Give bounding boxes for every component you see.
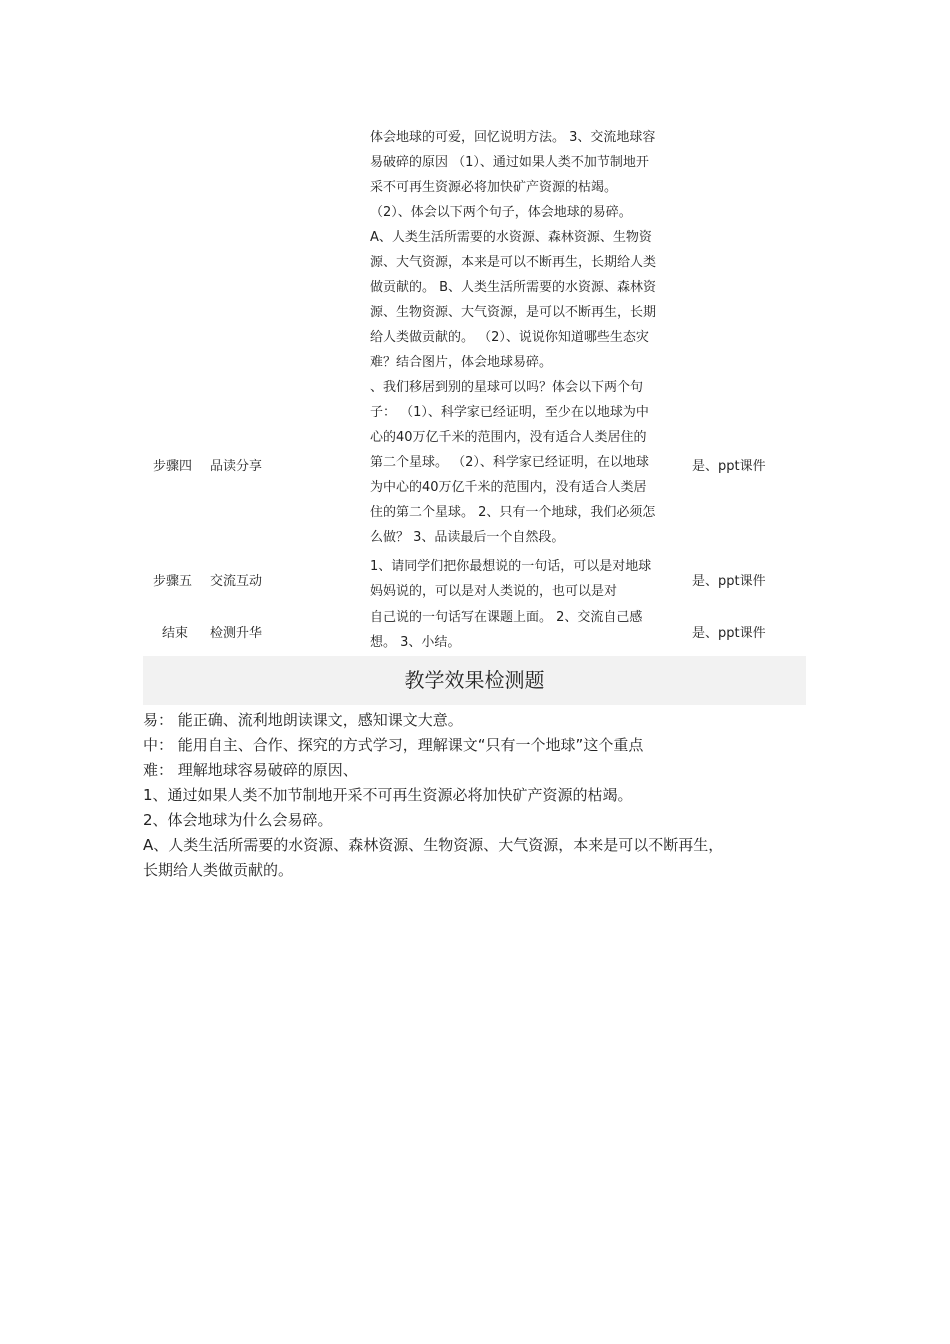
step4-line: 源、生物资源、大气资源，是可以不断再生，长期 bbox=[370, 305, 657, 320]
body-line: 易： 能正确、流利地朗读课文，感知课文大意。 bbox=[143, 711, 463, 729]
step4-content bbox=[370, 125, 690, 550]
step4-line: 难？结合图片，体会地球易碎。 bbox=[370, 355, 553, 370]
section-title: 教学效果检测题 bbox=[143, 656, 806, 705]
step4-line: 给人类做贡献的。 （2）、说说你知道哪些生态灾 bbox=[370, 330, 649, 345]
step4-line: （2）、体会以下两个句子，体会地球的易碎。 bbox=[370, 205, 632, 220]
body-line: 难： 理解地球容易破碎的原因、 bbox=[143, 761, 358, 779]
step4-line: 体会地球的可爱，回忆说明方法。 3、交流地球容 bbox=[370, 130, 656, 145]
step5-name: 交流互动 bbox=[210, 574, 263, 589]
step5-line: 1、请同学们把你最想说的一句话，可以是对地球 bbox=[370, 559, 652, 574]
body-line: 长期给人类做贡献的。 bbox=[143, 861, 294, 879]
end-media: 是、ppt课件 bbox=[692, 626, 766, 641]
end-step: 结束 bbox=[162, 626, 189, 641]
step5-line: 妈妈说的，可以是对人类说的，也可以是对 bbox=[370, 584, 618, 599]
end-name: 检测升华 bbox=[210, 626, 263, 641]
step4-line: 么做？ 3、品读最后一个自然段。 bbox=[370, 530, 565, 545]
body-line: A、人类生活所需要的水资源、森林资源、生物资源、大气资源，本来是可以不断再生， bbox=[143, 836, 724, 854]
end-line: 自己说的一句话写在课题上面。 2、交流自己感 bbox=[370, 610, 643, 625]
step4-line: 第二个星球。 （2）、科学家已经证明，在以地球 bbox=[370, 455, 649, 470]
end-line: 想。 3、小结。 bbox=[370, 635, 461, 650]
step4-line: 、我们移居到别的星球可以吗？体会以下两个句 bbox=[370, 380, 644, 395]
body-line: 1、通过如果人类不加节制地开采不可再生资源必将加快矿产资源的枯竭。 bbox=[143, 786, 633, 804]
step5-content bbox=[370, 554, 690, 604]
step4-line: 易破碎的原因 （1）、通过如果人类不加节制地开 bbox=[370, 155, 649, 170]
end-content bbox=[370, 605, 690, 655]
step4-line: 子： （1）、科学家已经证明，至少在以地球为中 bbox=[370, 405, 649, 420]
evaluation-body bbox=[143, 708, 823, 883]
step4-line: 为中心的40万亿千米的范围内，没有适合人类居 bbox=[370, 480, 647, 495]
body-line: 2、体会地球为什么会易碎。 bbox=[143, 811, 333, 829]
step4-line: 住的第二个星球。 2、只有一个地球，我们必须怎 bbox=[370, 505, 656, 520]
step4-line: 做贡献的。 B、人类生活所需要的水资源、森林资 bbox=[370, 280, 657, 295]
body-line: 中： 能用自主、合作、探究的方式学习，理解课文“只有一个地球”这个重点 bbox=[143, 736, 644, 754]
step5-number: 步骤五 bbox=[153, 574, 193, 589]
step4-media: 是、ppt课件 bbox=[692, 459, 766, 474]
step4-line: 源、大气资源，本来是可以不断再生，长期给人类 bbox=[370, 255, 657, 270]
step4-line: 采不可再生资源必将加快矿产资源的枯竭。 bbox=[370, 180, 618, 195]
step4-line: A、人类生活所需要的水资源、森林资源、生物资 bbox=[370, 230, 652, 245]
step4-name: 品读分享 bbox=[210, 459, 263, 474]
step4-number: 步骤四 bbox=[153, 459, 193, 474]
step5-media: 是、ppt课件 bbox=[692, 574, 766, 589]
step4-line: 心的40万亿千米的范围内，没有适合人类居住的 bbox=[370, 430, 647, 445]
